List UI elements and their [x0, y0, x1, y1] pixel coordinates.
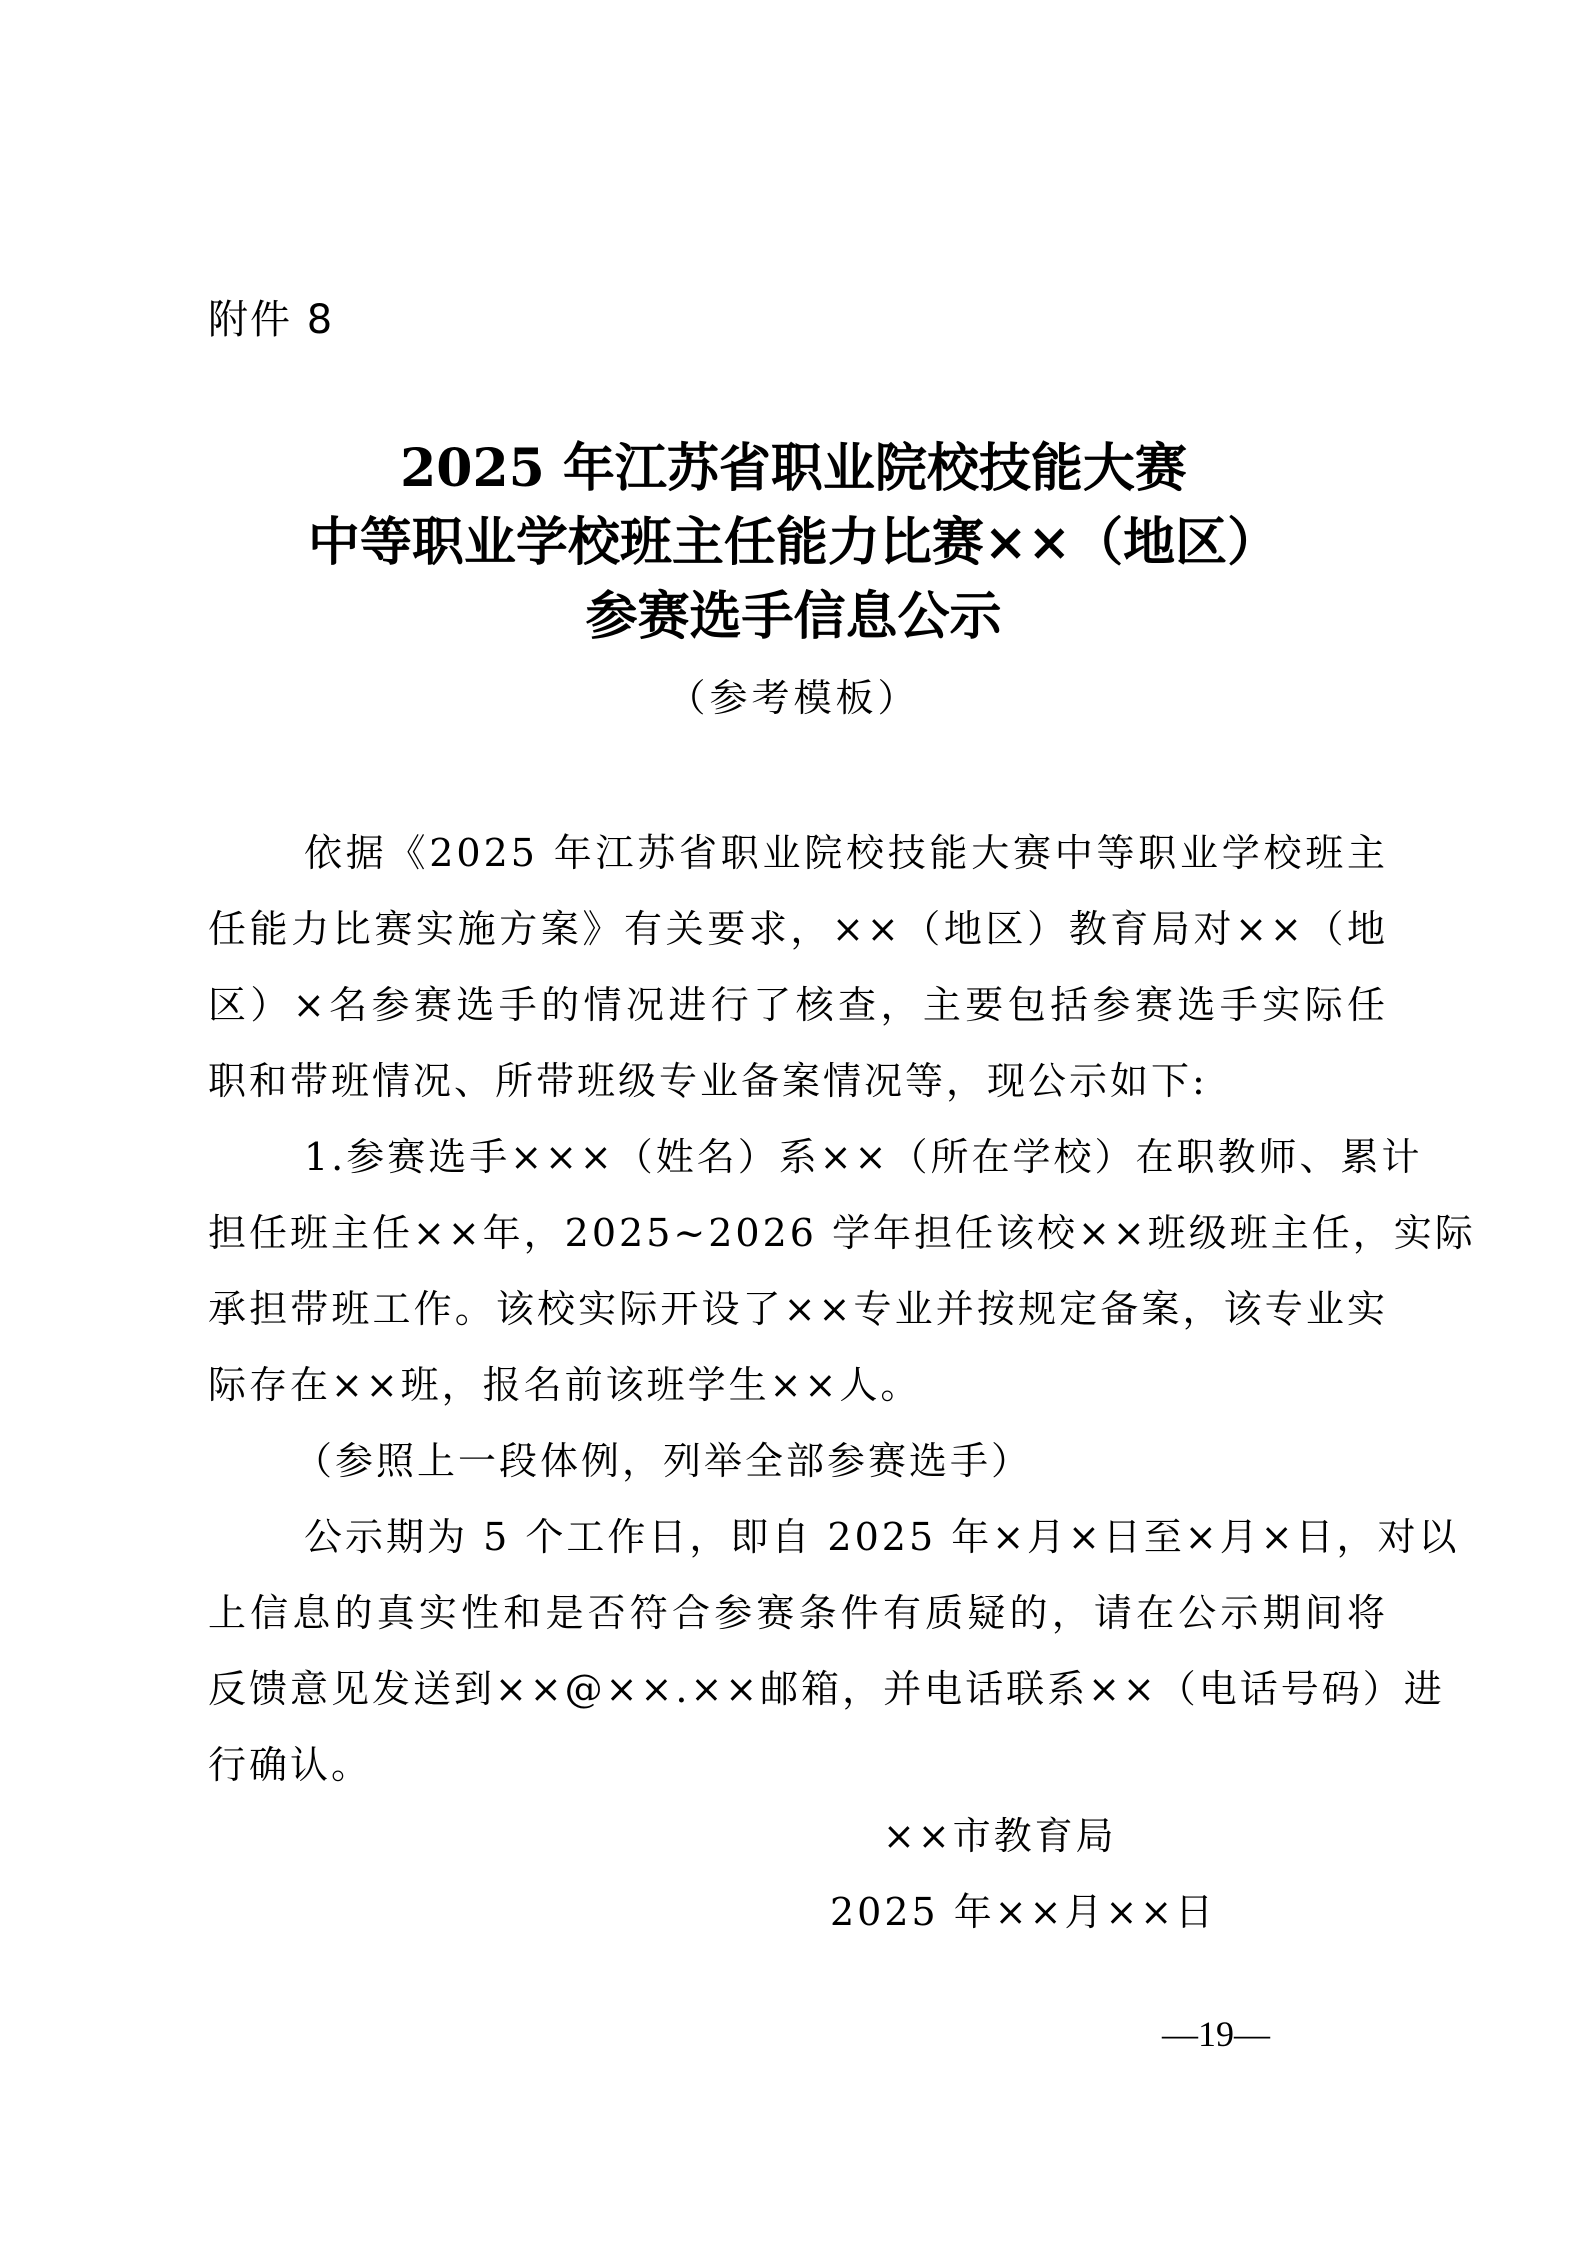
title-subtitle: （参考模板）: [667, 676, 920, 720]
body-line: 反馈意见发送到××@××.××邮箱，并电话联系××（电话号码）进: [208, 1667, 1445, 1711]
document-body: [208, 815, 1476, 1803]
page-number: —19—: [1162, 2014, 1270, 2054]
body-line: 际存在××班，报名前该班学生××人。: [208, 1363, 922, 1407]
title-line-3: 参赛选手信息公示: [585, 586, 1002, 647]
body-line: 公示期为 5 个工作日，即自 2025 年×月×日至×月×日，对以: [304, 1515, 1460, 1559]
body-line: （参照上一段体例，列举全部参赛选手）: [294, 1439, 1033, 1483]
paragraph-contestant-1: [208, 1119, 1476, 1423]
attachment-label: 附件 8: [208, 297, 335, 343]
title-line-1: 2025 年江苏省职业院校技能大赛: [400, 438, 1187, 499]
document-title: [0, 432, 1587, 722]
paragraph-publicity-period: [208, 1499, 1460, 1803]
signature-organization: ××市教育局: [883, 1814, 1117, 1858]
body-line: 担任班主任××年，2025~2026 学年担任该校××班级班主任，实际: [208, 1211, 1476, 1255]
body-line: 职和带班情况、所带班级专业备案情况等，现公示如下:: [208, 1059, 1208, 1103]
body-line: 行确认。: [208, 1743, 373, 1787]
body-line: 依据《2025 年江苏省职业院校技能大赛中等职业学校班主: [304, 831, 1388, 875]
body-line: 1.参赛选手×××（姓名）系××（所在学校）在职教师、累计: [304, 1135, 1423, 1179]
paragraph-basis: [208, 815, 1388, 1119]
title-line-2: 中等职业学校班主任能力比赛××（地区）: [307, 512, 1280, 573]
paragraph-instruction-note: [208, 1423, 1388, 1499]
body-line: 上信息的真实性和是否符合参赛条件有质疑的，请在公示期间将: [208, 1591, 1388, 1635]
body-line: 区）×名参赛选手的情况进行了核查，主要包括参赛选手实际任: [208, 983, 1388, 1027]
body-line: 任能力比赛实施方案》有关要求，××（地区）教育局对××（地: [208, 907, 1388, 951]
signature-date: 2025 年××月××日: [830, 1890, 1217, 1934]
body-line: 承担带班工作。该校实际开设了××专业并按规定备案，该专业实: [208, 1287, 1388, 1331]
